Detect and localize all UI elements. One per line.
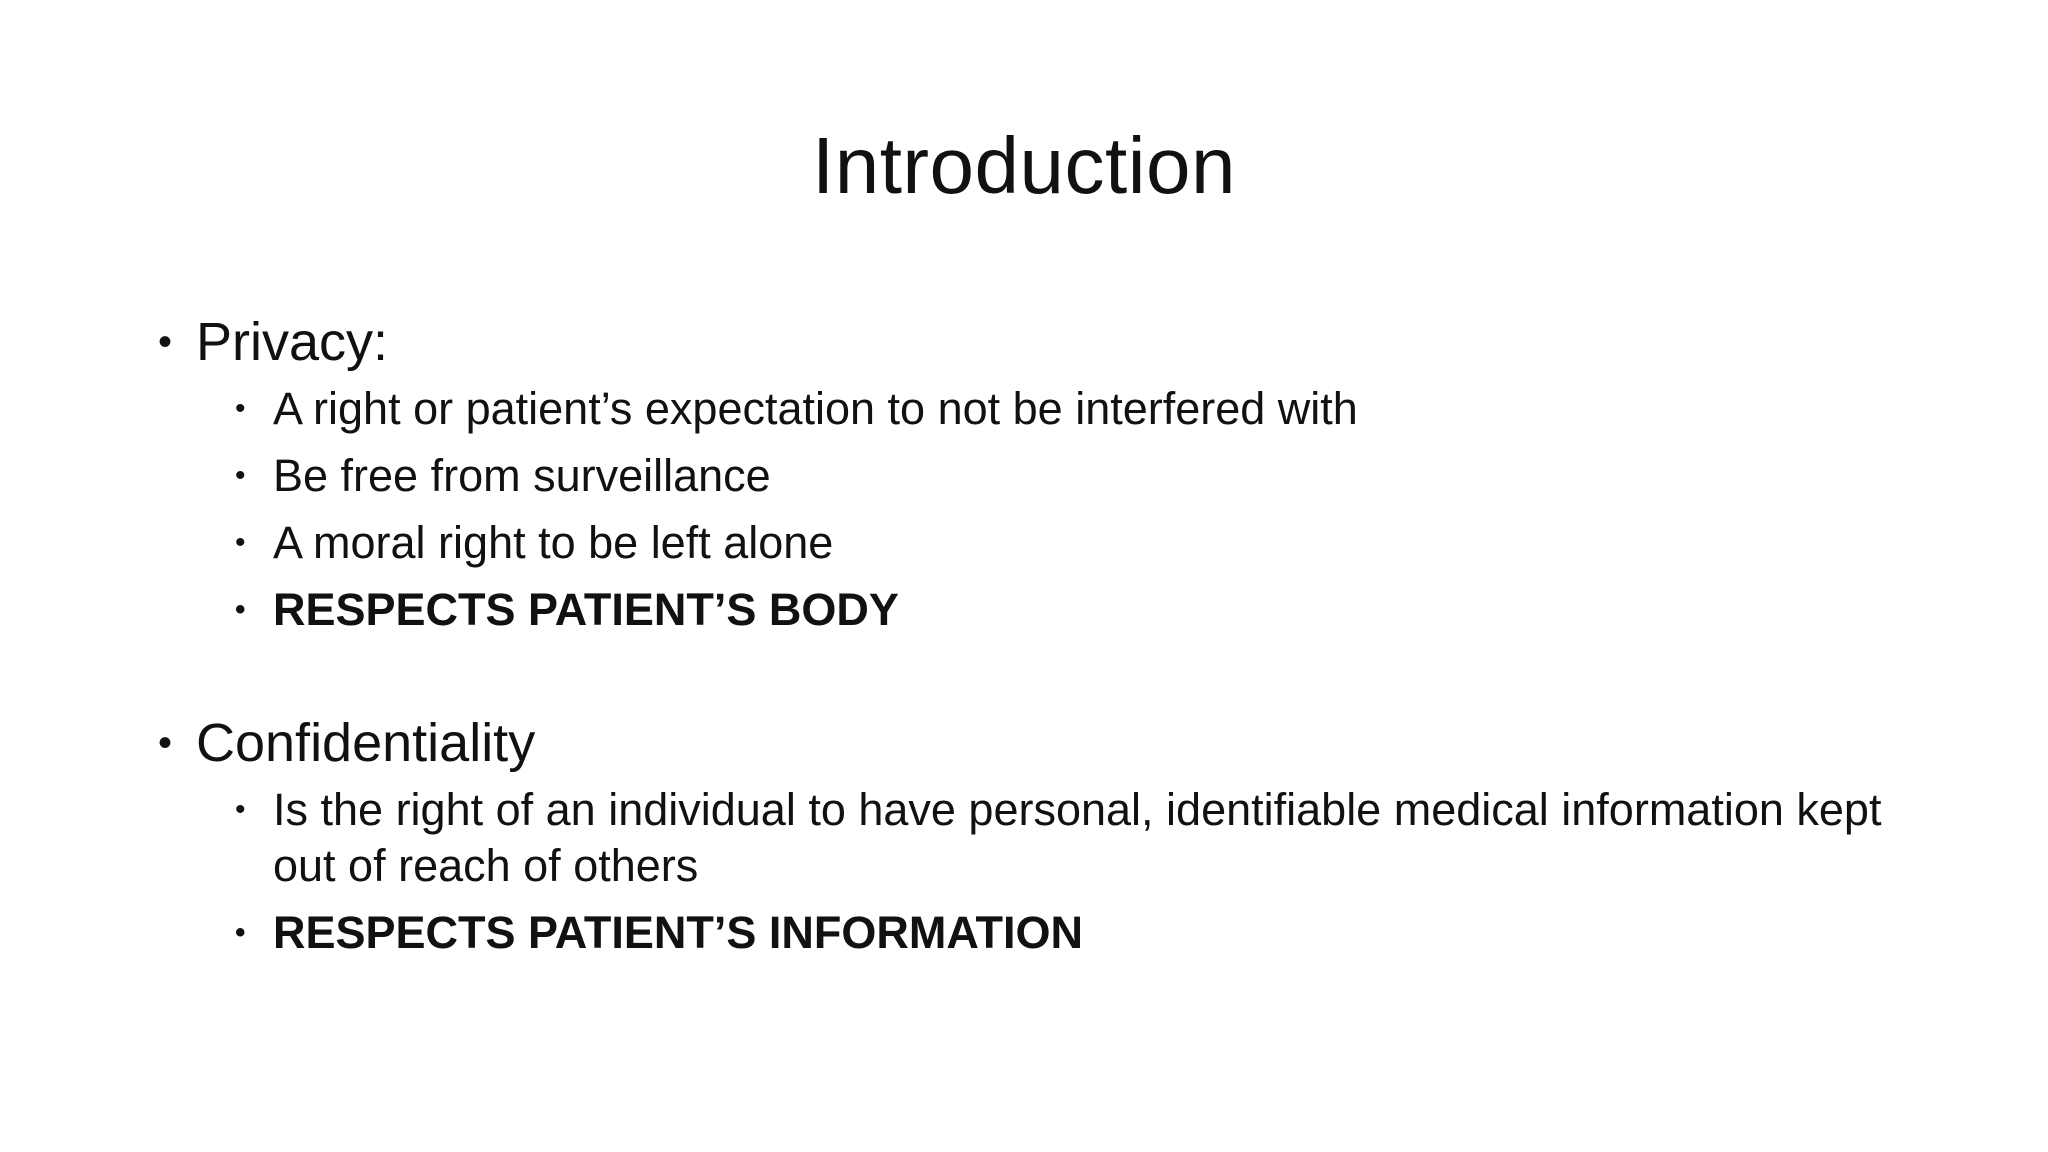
bullet-icon: • (158, 320, 173, 364)
bullet-icon: • (158, 720, 173, 765)
list-item-text: Is the right of an individual to have personal, identifiable medical information kept out of reach of others (273, 783, 1882, 891)
list-item-text: Be free from surveillance (273, 449, 771, 501)
section-heading-privacy: Privacy: (196, 312, 389, 372)
section-heading-confidentiality: Confidentiality (196, 712, 536, 773)
list-item-text: A moral right to be left alone (273, 516, 834, 568)
section-confidentiality (160, 711, 1940, 776)
bullet-icon: • (235, 915, 246, 949)
slide-content (160, 310, 1940, 972)
list-item (235, 782, 1893, 894)
bullet-icon: • (235, 391, 246, 425)
section-privacy (160, 310, 1940, 375)
list-item-text: A right or patient’s expectation to not be interfered with (273, 382, 1358, 434)
list-item (235, 381, 1940, 437)
privacy-sublist (235, 381, 1940, 638)
list-item-text: RESPECTS PATIENT’S BODY (273, 583, 899, 635)
bullet-icon: • (235, 792, 246, 826)
list-item-emphasis (235, 582, 1940, 638)
list-item (235, 515, 1940, 571)
list-item-emphasis (235, 905, 1940, 961)
bullet-icon: • (235, 592, 246, 626)
list-item (235, 448, 1940, 504)
section-spacer (160, 649, 1940, 711)
slide-title: Introduction (811, 121, 1237, 210)
confidentiality-sublist (235, 782, 1940, 961)
bullet-icon: • (235, 458, 246, 492)
bullet-icon: • (235, 525, 246, 559)
list-item-text: RESPECTS PATIENT’S INFORMATION (273, 906, 1084, 958)
